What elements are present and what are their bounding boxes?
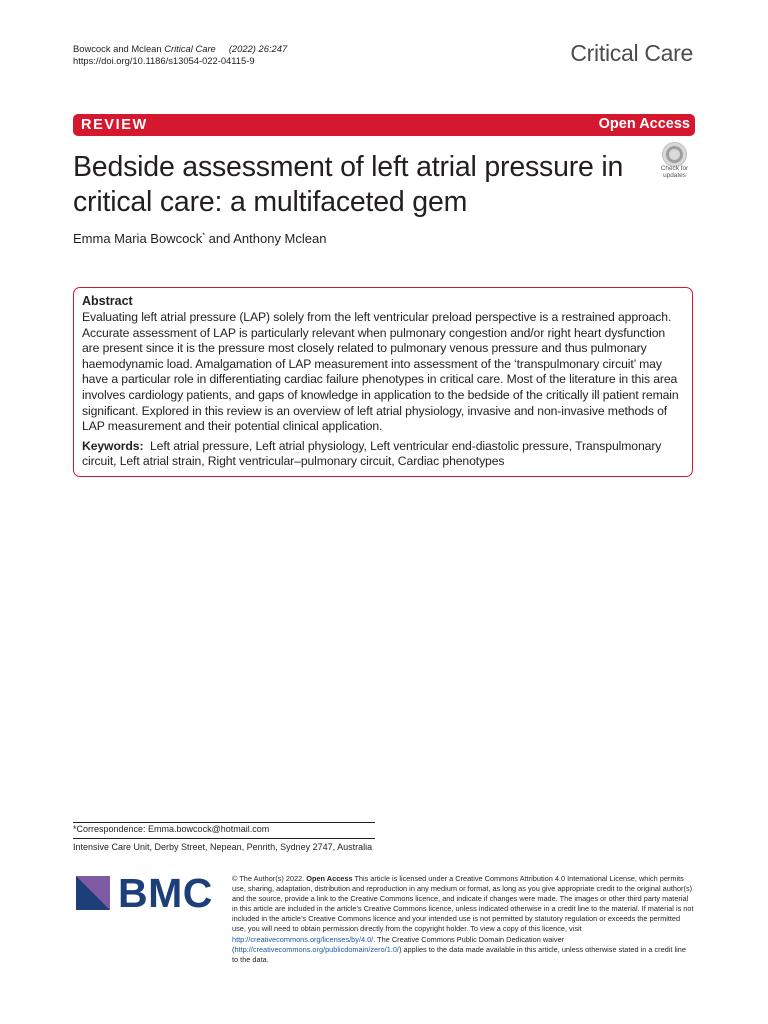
citation-authors: Bowcock and Mclean — [73, 43, 162, 54]
doi-link[interactable]: https://doi.org/10.1186/s13054-022-04115-9 — [73, 55, 255, 66]
keywords-label: Keywords: — [82, 438, 144, 453]
license-open-access: Open Access — [306, 874, 353, 883]
check-for-updates-badge[interactable] — [654, 140, 695, 179]
license-body: This article is licensed under a Creative Commons Attribution 4.0 International License, which permits use, sharing, adaptation, distribution and reproduction in any medium or format, as long as you give appropriate credit to the original author(s) and the source, provide a link to the Creative Commons licence, and indicate if changes were made. The images or other third party material in this article are included in the article’s Creative Commons licence, unless indicated otherwise in a credit line to the material. If material is not included in the article’s Creative Commons licence and your intended use is not permitted by statutory regulation or exceeds the permitted use, you will need to obtain permission directly from the copyright holder. To view a copy of this licence, visit — [232, 874, 694, 934]
footnote-divider — [73, 838, 375, 839]
correspondence-note: *Correspondence: Emma.bowcock@hotmail.com — [73, 824, 270, 834]
bmc-logo-text: BMC — [118, 870, 213, 916]
abstract-text: Evaluating left atrial pressure (LAP) solely from the left ventricular preload perspective is a restrained approach. Accurate assessment of LAP is particularly relevant when pulmonary congestion and/or right heart dysfunction are present since it is the pressure most closely related to pulmonary venous pressure and thus pulmonary haemodynamic load. Amalgamation of LAP measurement into assessment of the ‘transpulmonary circuit’ may have a particular role in differentiating cardiac failure phenotypes in critical care. Most of the literature in this area involves cardiology patients, and gaps of knowledge in application to the bedside of the critically ill patient remain significant. Explored in this review is an overview of left atrial physiology, invasive and non-invasive methods of LAP measurement and their potential clinical application. — [82, 310, 679, 434]
license-link[interactable]: http://creativecommons.org/licenses/by/4.0/ — [232, 934, 374, 944]
keywords — [82, 439, 683, 470]
check-for-updates-label: Check for updates — [660, 165, 689, 179]
license-waiver: . The Creative Commons Public Domain Dedication waiver ( — [232, 934, 565, 954]
citation-volume: (2022) 26:247 — [228, 43, 288, 54]
abstract-heading: Abstract — [82, 294, 133, 308]
journal-logo: Critical Care — [570, 40, 693, 66]
article-type-label: REVIEW — [81, 117, 148, 133]
bmc-logo-triangle — [76, 876, 110, 910]
license-text — [232, 874, 694, 965]
affiliation-note: Intensive Care Unit, Derby Street, Nepean, Penrith, Sydney 2747, Australia — [73, 842, 373, 852]
article-title: Bedside assessment of left atrial pressure in critical care: a multifaceted gem — [73, 151, 624, 218]
citation-header — [73, 43, 287, 67]
article-type-bar — [73, 114, 695, 136]
public-domain-link[interactable]: http://creativecommons.org/publicdomain/zero/1.0/ — [234, 944, 399, 954]
correspondence-mark: * — [202, 232, 206, 240]
check-for-updates-icon — [662, 142, 687, 167]
keywords-list: Left atrial pressure, Left atrial physiology, Left ventricular end-diastolic pressure, Transpulmonary circuit, Left atrial strain, Right ventricular–pulmonary circuit, Cardiac phenotypes — [82, 438, 662, 469]
bmc-logo — [76, 870, 216, 916]
citation-journal: Critical Care — [164, 43, 216, 54]
author-name: and Anthony Mclean — [205, 231, 327, 246]
open-access-label: Open Access — [598, 116, 690, 132]
author-list — [73, 231, 326, 246]
license-copyright: © The Author(s) 2022. — [232, 874, 307, 883]
author-name: Emma Maria Bowcock — [73, 231, 203, 246]
abstract-box — [73, 287, 693, 477]
license-end: ) applies to the data made available in this article, unless otherwise stated in a credit line to the data. — [232, 944, 686, 964]
